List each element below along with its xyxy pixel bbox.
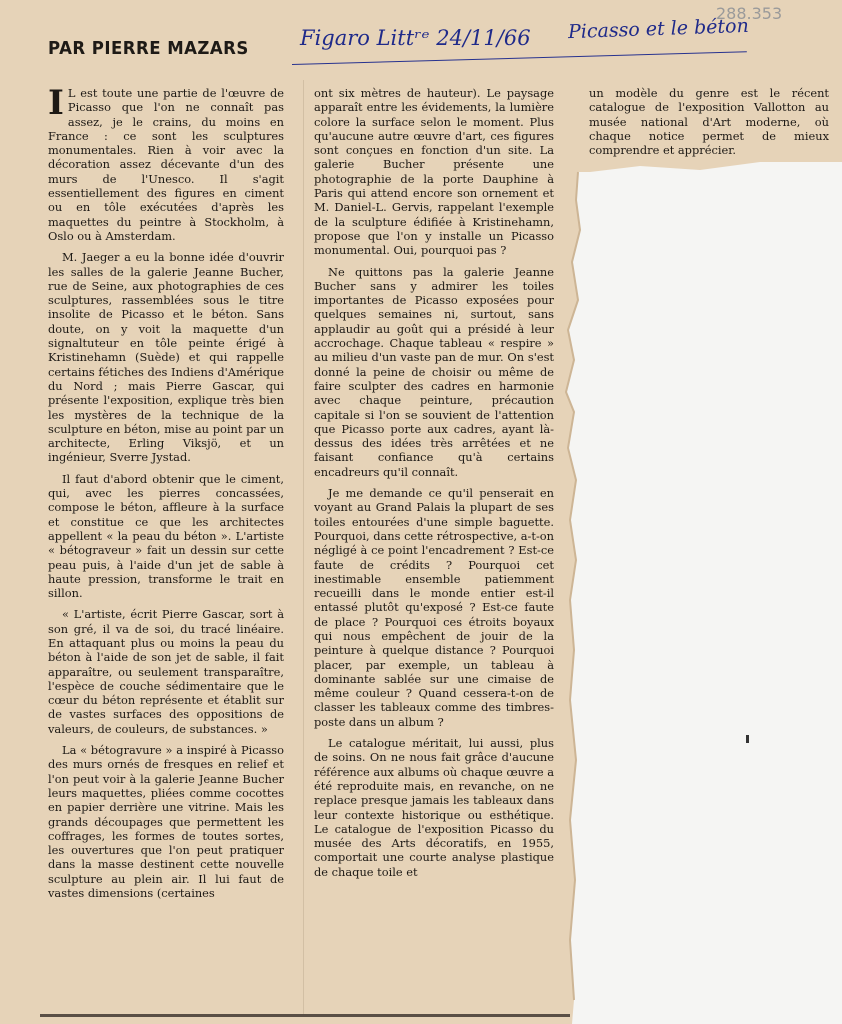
paragraph: I L est toute une partie de l'œuvre de Picasso que l'on ne connaît pas assez, je le crains, du moins en France : ce sont les sculptures monumentales. Rien à voir avec la décoration assez décevante d'un des murs de l'Unesco. Il s'agit essentiellement des figures en ciment ou en tôle exécutées d'après les maquettes du peintre à Stockholm, à Oslo ou à Amsterdam.: [48, 83, 284, 243]
pencil-reference-number: 288.353: [716, 4, 783, 23]
handwritten-title-note: Picasso et le béton: [567, 14, 750, 44]
article-column-2: [314, 86, 554, 886]
paragraph: un modèle du genre est le récent catalogue de l'exposition Vallotton au musée national d'Art moderne, où chaque notice permet de mieux comprendre et apprécier.: [589, 86, 829, 158]
paragraph: La « bétogravure » a inspiré à Picasso des murs ornés de fresques en relief et l'on peut voir à la galerie Jeanne Bucher leurs maquettes, pliées comme cocottes en papier derrière une vitrine. Mais les grands découpages que permettent les coffrages, les formes de toutes sortes, les ouvertures que l'on peut pratiquer dans la masse destinent cette nouvelle sculpture au plein air. Il lui faut de vastes dimensions (certaines: [48, 743, 284, 901]
fold-crease: [303, 80, 304, 1014]
paragraph: Je me demande ce qu'il penserait en voyant au Grand Palais la plupart de ses toiles entourées d'une simple baguette. Pourquoi, dans cette rétrospective, a-t-on négligé à ce point l'encadrement ? Est-ce faute de crédits ? Pourquoi cet inestimable ensemble patiemment recueilli dans le monde entier est-il entassé plutôt qu'exposé ? Est-ce faute de place ? Pourquoi ces étroits boyaux qui nous empêchent de jouir de la peinture à quelque distance ? Pourquoi placer, par exemple, un tableau à dominante sablée sur une cimaise de même couleur ? Quand cessera-t-on de classer les tableaux comme des timbres-poste dans un album ?: [314, 486, 554, 729]
paragraph: Il faut d'abord obtenir que le ciment, qui, avec les pierres concassées, compose le béton, affleure à la surface et constitue ce que les architectes appellent « la peau du béton ». L'artiste « bétograveur » fait un dessin sur cette peau puis, à l'aide d'un jet de sable à haute pression, transforme le trait en sillon.: [48, 471, 284, 601]
article-column-1: [48, 83, 284, 907]
byline-headline: PAR PIERRE MAZARS: [48, 38, 249, 59]
paragraph: « L'artiste, écrit Pierre Gascar, sort à son gré, il va de soi, du tracé linéaire. En attaquant plus ou moins la peau du béton à l'aide de son jet de sable, il fait apparaître, ou seulement transparaître, l'espèce de couche sédimentaire que le cœur du béton représente et établit sur de vastes surfaces des oppositions de valeurs, de couleurs, de substances. »: [48, 607, 284, 736]
drop-cap: I: [48, 83, 64, 123]
paragraph: Ne quittons pas la galerie Jeanne Bucher sans y admirer les toiles importantes de Picasso exposées pour quelques semaines ni, surtout, sans applaudir au goût qui a présidé à leur accrochage. Chaque tableau « respire » au milieu d'un vaste pan de mur. On s'est donné la peine de choisir ou même de faire sculpter des cadres en harmonie avec chaque peinture, précaution capitale si l'on se souvient de l'attention que Picasso porte aux cadres, ayant là-dessus des idées très arrêtées et ne faisant confiance qu'à certains encadreurs qu'il connaît.: [314, 264, 554, 479]
paragraph: M. Jaeger a eu la bonne idée d'ouvrir les salles de la galerie Jeanne Bucher, rue de Seine, aux photographies de ces sculptures, rassemblées sous le titre insolite de Picasso et le béton. Sans doute, on y voit la maquette d'un signaltuteur en tôle peinte érigé à Kristinehamn (Suède) et qui rappelle certains fétiches des Indiens d'Amérique du Nord ; mais Pierre Gascar, qui présente l'exposition, explique très bien les mystères de la technique de la sculpture en béton, mise au point par un architecte, Erling Viksjö, et un ingénieur, Sverre Jystad.: [48, 250, 284, 465]
paragraph: Le catalogue méritait, lui aussi, plus de soins. On ne nous fait grâce d'aucune référence aux albums où chaque œuvre a été reproduite mais, en revanche, on ne replace presque jamais les tableaux dans leur contexte historique ou esthétique. Le catalogue de l'exposition Picasso du musée des Arts décoratifs, en 1955, comportait une courte analyse plastique de chaque toile et: [314, 736, 554, 879]
paragraph: ont six mètres de hauteur). Le paysage apparaît entre les évidements, la lumière colore la surface selon le moment. Plus qu'aucune autre œuvre d'art, ces figures sont conçues en fonction d'un site. La galerie Bucher présente une photographie de la porte Dauphine à Paris qui attend encore son ornement et M. Daniel-L. Gervis, rappelant l'exemple de la sculpture édifiée à Kristinehamn, propose que l'on y installe un Picasso monumental. Oui, pourquoi pas ?: [314, 86, 554, 258]
bottom-rule: [40, 1014, 570, 1017]
handwritten-source-note: Figaro Littʳᵉ 24/11/66: [300, 26, 531, 50]
article-column-3: [589, 86, 829, 164]
